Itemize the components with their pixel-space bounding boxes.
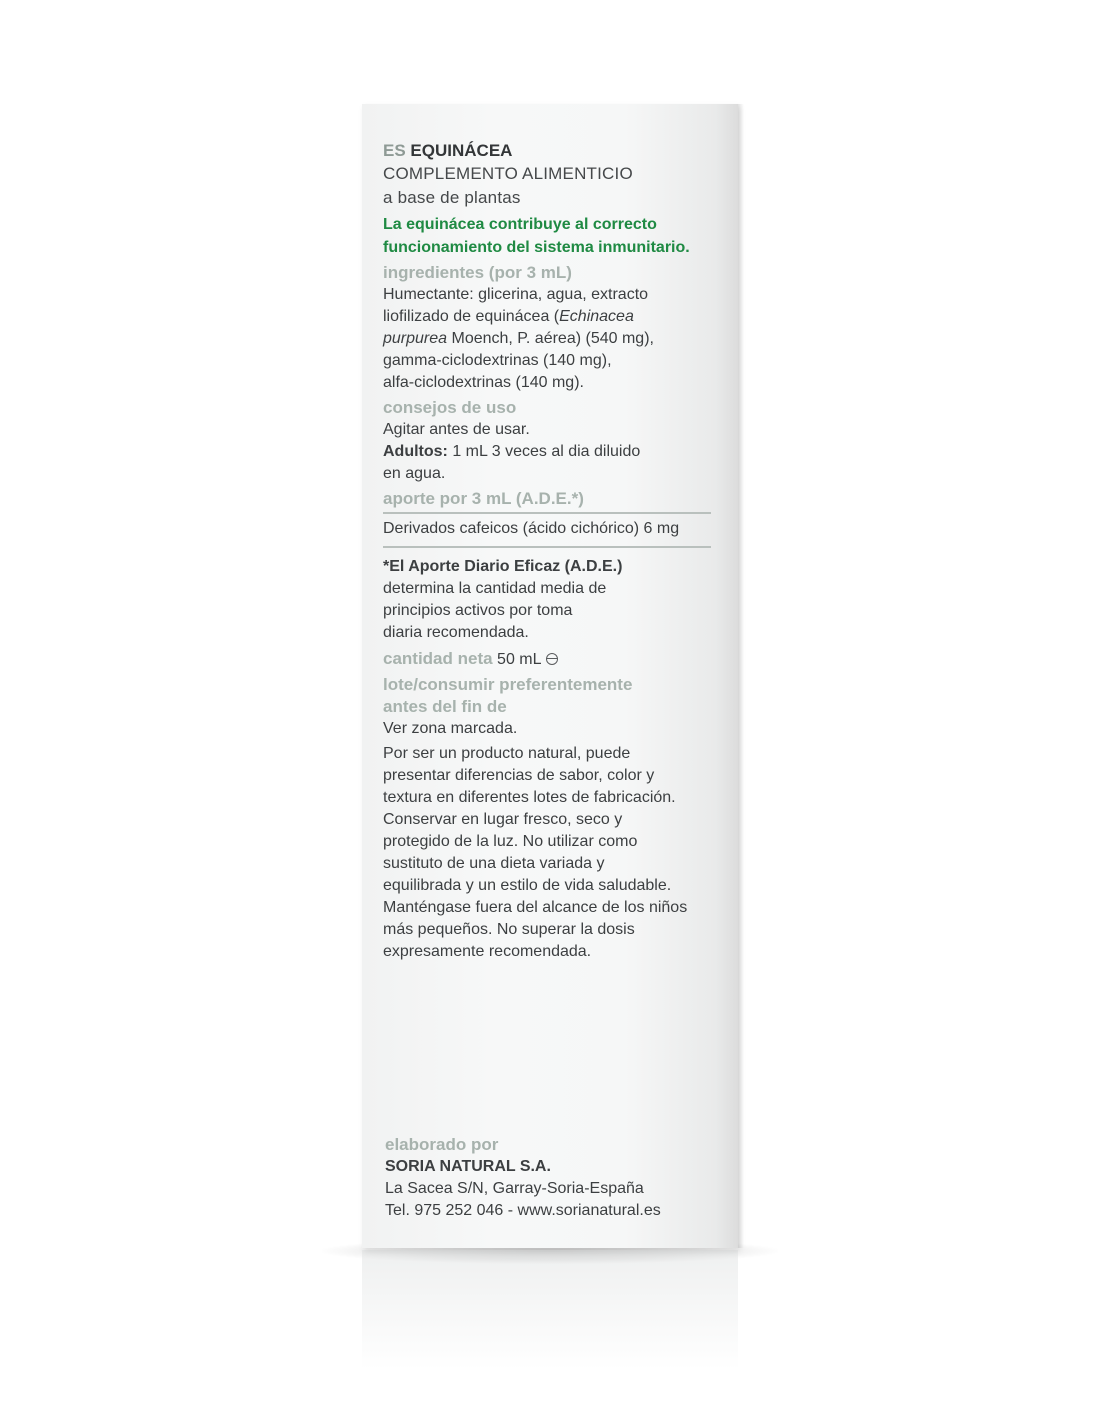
usage-heading: consejos de uso	[383, 398, 517, 417]
contribution-row: Derivados cafeicos (ácido cichórico) 6 mg	[383, 520, 680, 537]
latin-name: purpurea	[383, 330, 448, 347]
net-quantity-label: cantidad neta	[383, 649, 493, 668]
disclaimer-line: presentar diferencias de sabor, color y	[383, 767, 655, 784]
usage-text	[383, 419, 723, 485]
ingredients-line: alfa-ciclodextrinas (140 mg).	[383, 374, 584, 391]
ade-note-line: principios activos por toma	[383, 602, 573, 619]
product-name: EQUINÁCEA	[410, 141, 513, 160]
disclaimer-line: textura en diferentes lotes de fabricación.	[383, 789, 676, 806]
manufacturer-name: SORIA NATURAL S.A.	[385, 1158, 551, 1175]
lot-text: Ver zona marcada.	[383, 720, 518, 737]
estimated-sign-icon	[546, 653, 558, 665]
ingredients-fragment: Moench, P. aérea) (540 mg),	[447, 330, 654, 347]
ade-note	[383, 556, 723, 644]
ingredients-line	[383, 328, 723, 350]
product-subcategory: a base de plantas	[383, 188, 521, 207]
product-title	[383, 140, 723, 162]
box-reflection	[362, 1250, 738, 1370]
adults-label: Adultos:	[383, 443, 448, 460]
disclaimer-line: Conservar en lugar fresco, seco y	[383, 811, 623, 828]
disclaimer-line: equilibrada y un estilo de vida saludable.	[383, 877, 672, 894]
disclaimer-line: sustituto de una dieta variada y	[383, 855, 605, 872]
manufacturer-heading: elaborado por	[385, 1135, 499, 1154]
net-quantity	[383, 648, 723, 671]
net-quantity-value: 50 mL	[492, 651, 542, 668]
health-claim-line: La equinácea contribuye al correcto	[383, 216, 657, 233]
label-content	[383, 140, 723, 963]
language-code: ES	[383, 141, 406, 160]
ade-note-title: *El Aporte Diario Eficaz (A.D.E.)	[383, 558, 623, 575]
usage-line: en agua.	[383, 465, 446, 482]
manufacturer-address: La Sacea S/N, Garray-Soria-España	[385, 1180, 644, 1197]
disclaimer	[383, 743, 723, 963]
usage-line: Agitar antes de usar.	[383, 421, 530, 438]
ingredients-fragment: liofilizado de equinácea (	[383, 308, 560, 325]
lot-heading	[383, 674, 723, 718]
disclaimer-line: protegido de la luz. No utilizar como	[383, 833, 638, 850]
product-category: COMPLEMENTO ALIMENTICIO	[383, 164, 633, 183]
usage-line	[383, 441, 723, 463]
contribution-heading: aporte por 3 mL (A.D.E.*)	[383, 489, 584, 508]
disclaimer-line: más pequeños. No superar la dosis	[383, 921, 635, 938]
health-claim	[383, 213, 723, 259]
ingredients-line	[383, 306, 723, 328]
manufacturer-block	[385, 1134, 725, 1222]
ingredients-line: Humectante: glicerina, agua, extracto	[383, 286, 649, 303]
ingredients-heading: ingredientes (por 3 mL)	[383, 263, 572, 282]
disclaimer-line: expresamente recomendada.	[383, 943, 592, 960]
lot-heading-line: antes del fin de	[383, 697, 507, 716]
latin-name: Echinacea	[559, 308, 634, 325]
manufacturer-contact: Tel. 975 252 046 - www.sorianatural.es	[385, 1202, 661, 1219]
adults-dose: 1 mL 3 veces al dia diluido	[447, 443, 641, 460]
ade-note-line: determina la cantidad media de	[383, 580, 607, 597]
ingredients-text	[383, 284, 723, 394]
ade-note-line: diaria recomendada.	[383, 624, 529, 641]
lot-heading-line: lote/consumir preferentemente	[383, 675, 633, 694]
health-claim-line: funcionamiento del sistema inmunitario.	[383, 239, 690, 256]
disclaimer-line: Por ser un producto natural, puede	[383, 745, 631, 762]
ingredients-line: gamma-ciclodextrinas (140 mg),	[383, 352, 612, 369]
disclaimer-line: Manténgase fuera del alcance de los niños	[383, 899, 688, 916]
